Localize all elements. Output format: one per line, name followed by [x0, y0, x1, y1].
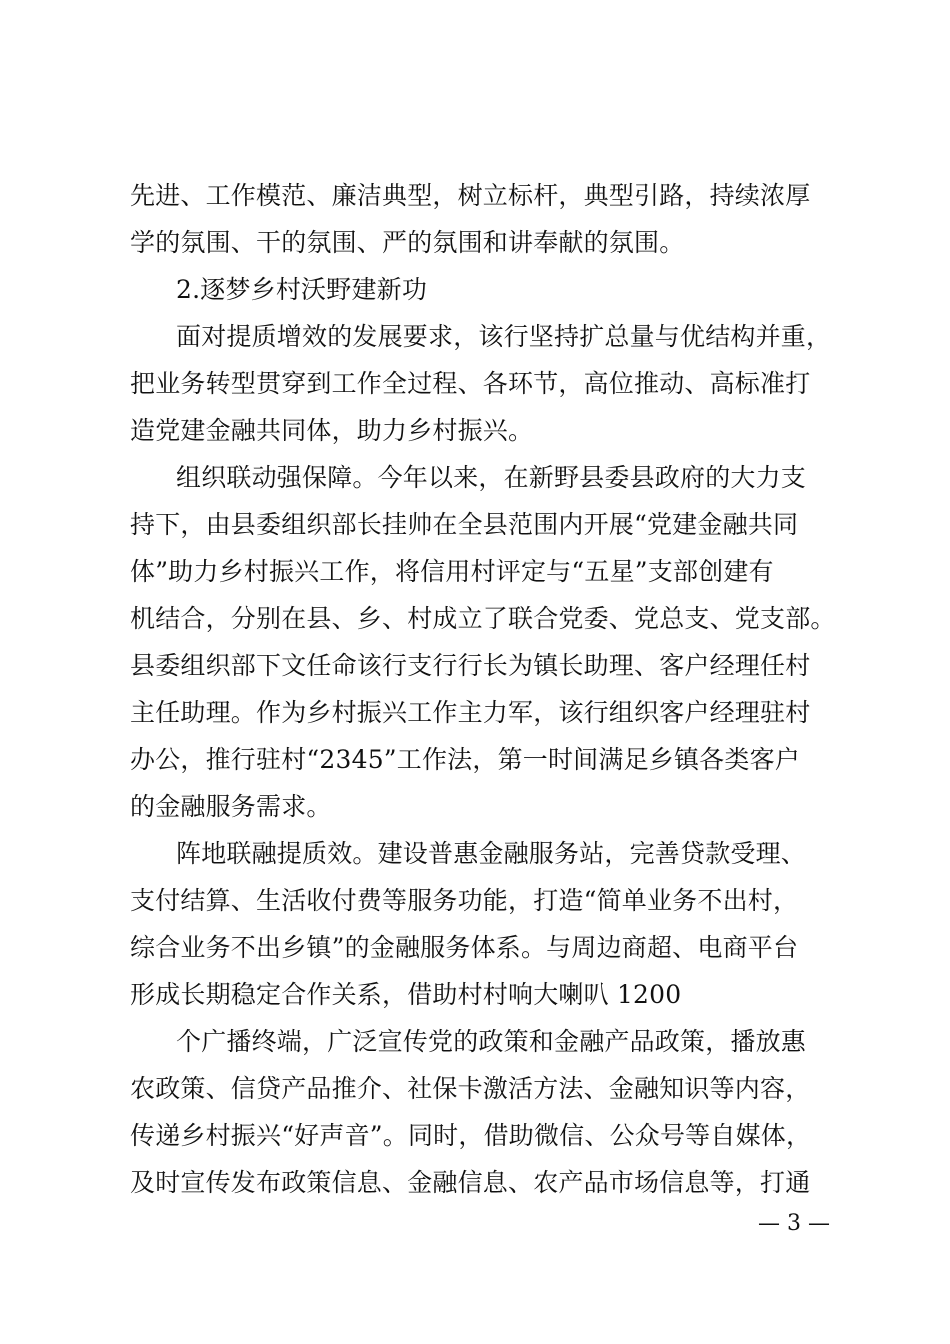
- body-line: 县委组织部下文任命该行支行行长为镇长助理、客户经理任村: [130, 651, 811, 680]
- body-line: 造党建金融共同体，助力乡村振兴。: [130, 416, 534, 445]
- body-line: 的金融服务需求。: [130, 792, 332, 821]
- section-heading: 2.逐梦乡村沃野建新功: [176, 275, 428, 304]
- body-line: 农政策、信贷产品推介、社保卡激活方法、金融知识等内容，: [130, 1074, 811, 1103]
- body-line: 形成长期稳定合作关系，借助村村响大喇叭 1200: [130, 980, 682, 1009]
- body-line: 办公，推行驻村“2345”工作法，第一时间满足乡镇各类客户: [130, 745, 800, 774]
- body-line: 先进、工作模范、廉洁典型，树立标杆，典型引路，持续浓厚: [130, 181, 811, 210]
- body-line: 组织联动强保障。今年以来，在新野县委县政府的大力支: [176, 463, 807, 492]
- body-line: 学的氛围、干的氛围、严的氛围和讲奉献的氛围。: [130, 228, 685, 257]
- body-line: 个广播终端，广泛宣传党的政策和金融产品政策，播放惠: [176, 1027, 807, 1056]
- body-line: 机结合，分别在县、乡、村成立了联合党委、党总支、党支部。: [130, 604, 836, 633]
- body-line: 体”助力乡村振兴工作，将信用村评定与“五星”支部创建有: [130, 557, 774, 586]
- page-number: — 3 —: [758, 1211, 830, 1236]
- body-line: 综合业务不出乡镇”的金融服务体系。与周边商超、电商平台: [130, 933, 799, 962]
- body-line: 传递乡村振兴“好声音”。同时，借助微信、公众号等自媒体，: [130, 1121, 812, 1150]
- body-line: 阵地联融提质效。建设普惠金融服务站，完善贷款受理、: [176, 839, 807, 868]
- body-line: 面对提质增效的发展要求，该行坚持扩总量与优结构并重，: [176, 322, 832, 351]
- body-line: 把业务转型贯穿到工作全过程、各环节，高位推动、高标准打: [130, 369, 811, 398]
- body-line: 支付结算、生活收付费等服务功能，打造“简单业务不出村，: [130, 886, 799, 915]
- body-line: 主任助理。作为乡村振兴工作主力军，该行组织客户经理驻村: [130, 698, 811, 727]
- body-line: 及时宣传发布政策信息、金融信息、农产品市场信息等，打通: [130, 1168, 811, 1197]
- body-line: 持下，由县委组织部长挂帅在全县范围内开展“党建金融共同: [130, 510, 799, 539]
